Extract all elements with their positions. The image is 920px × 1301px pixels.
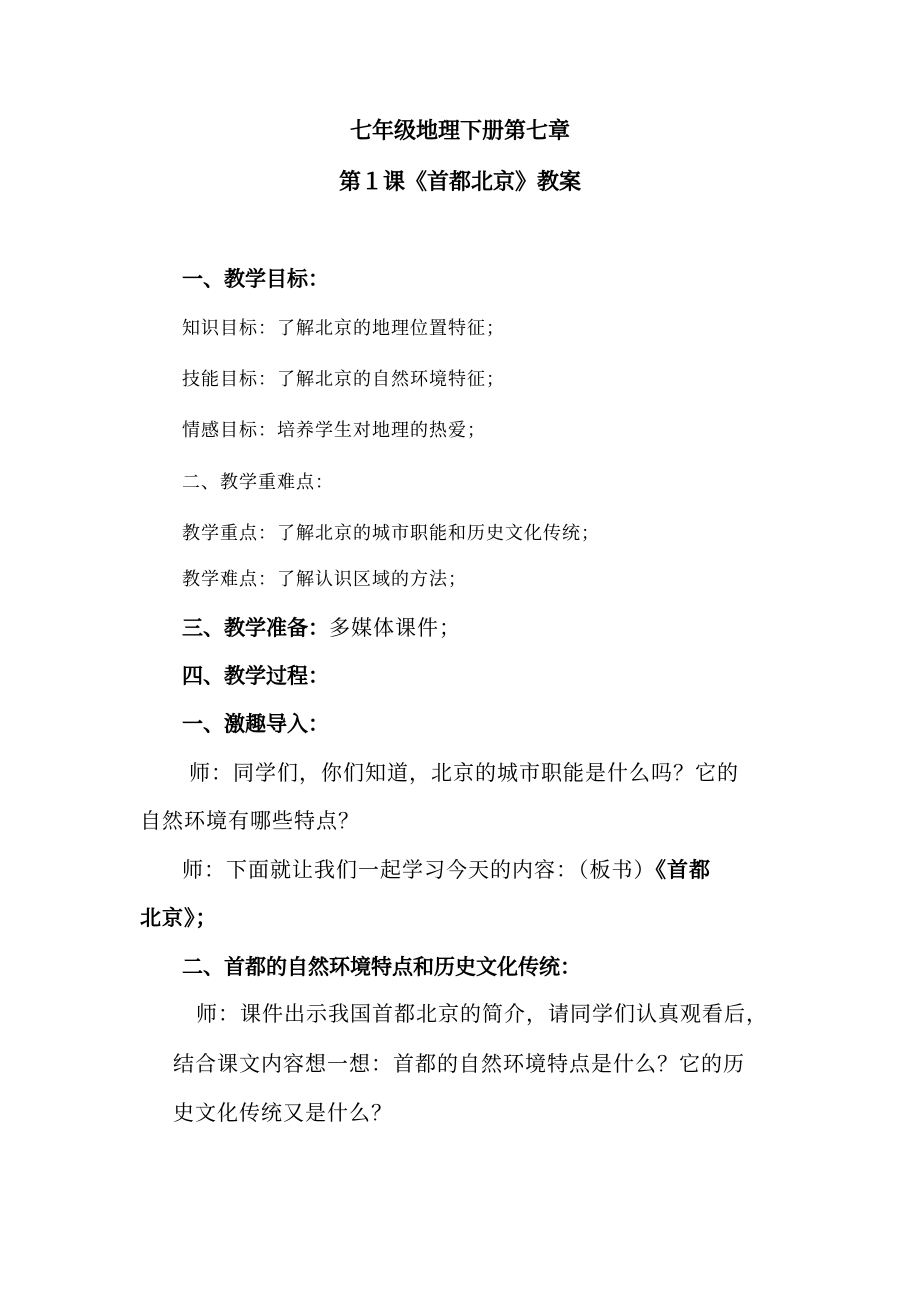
section-heading-objectives: 一、教学目标：	[182, 266, 329, 291]
intro-paragraph-line-2: 自然环境有哪些特点？	[140, 809, 360, 833]
part-heading-introduction: 一、激趣导入：	[182, 711, 329, 736]
key-point: 教学重点：了解北京的城市职能和历史文化传统；	[182, 523, 600, 544]
document-subtitle: 第１课《首都北京》教案	[338, 169, 581, 195]
difficult-point: 教学难点：了解认识区域的方法；	[182, 569, 467, 590]
part-heading-environment-culture: 二、首都的自然环境特点和历史文化传统：	[182, 954, 581, 979]
objective-skill: 技能目标：了解北京的自然环境特征；	[182, 369, 505, 390]
environment-paragraph-line-3: 史文化传统又是什么？	[173, 1101, 393, 1125]
environment-paragraph-line-1: 师：课件出示我国首都北京的简介，请同学们认真观看后，	[196, 1002, 768, 1026]
section-heading-process: 四、教学过程：	[182, 663, 329, 688]
intro-paragraph2-text: 师：下面就让我们一起学习今天的内容：（板书）	[182, 858, 656, 882]
section-heading-key-points: 二、教学重难点：	[182, 472, 334, 493]
intro-paragraph2-line-2: 北京》；	[140, 905, 218, 930]
environment-paragraph-line-2: 结合课文内容想一想：首都的自然环境特点是什么？它的历	[173, 1052, 745, 1076]
preparation-value: 多媒体课件；	[329, 616, 461, 640]
intro-paragraph2-line-1	[182, 859, 711, 881]
intro-paragraph-line-1: 师：同学们，你们知道，北京的城市职能是什么吗？它的	[189, 761, 739, 785]
section-preparation	[182, 617, 461, 639]
document-title: 七年级地理下册第七章	[349, 118, 570, 144]
intro-paragraph2-bold-title: 《首都	[655, 857, 711, 882]
objective-knowledge: 知识目标：了解北京的地理位置特征；	[182, 318, 505, 339]
preparation-label: 三、教学准备：	[182, 615, 329, 640]
objective-emotion: 情感目标：培养学生对地理的热爱；	[182, 420, 486, 441]
